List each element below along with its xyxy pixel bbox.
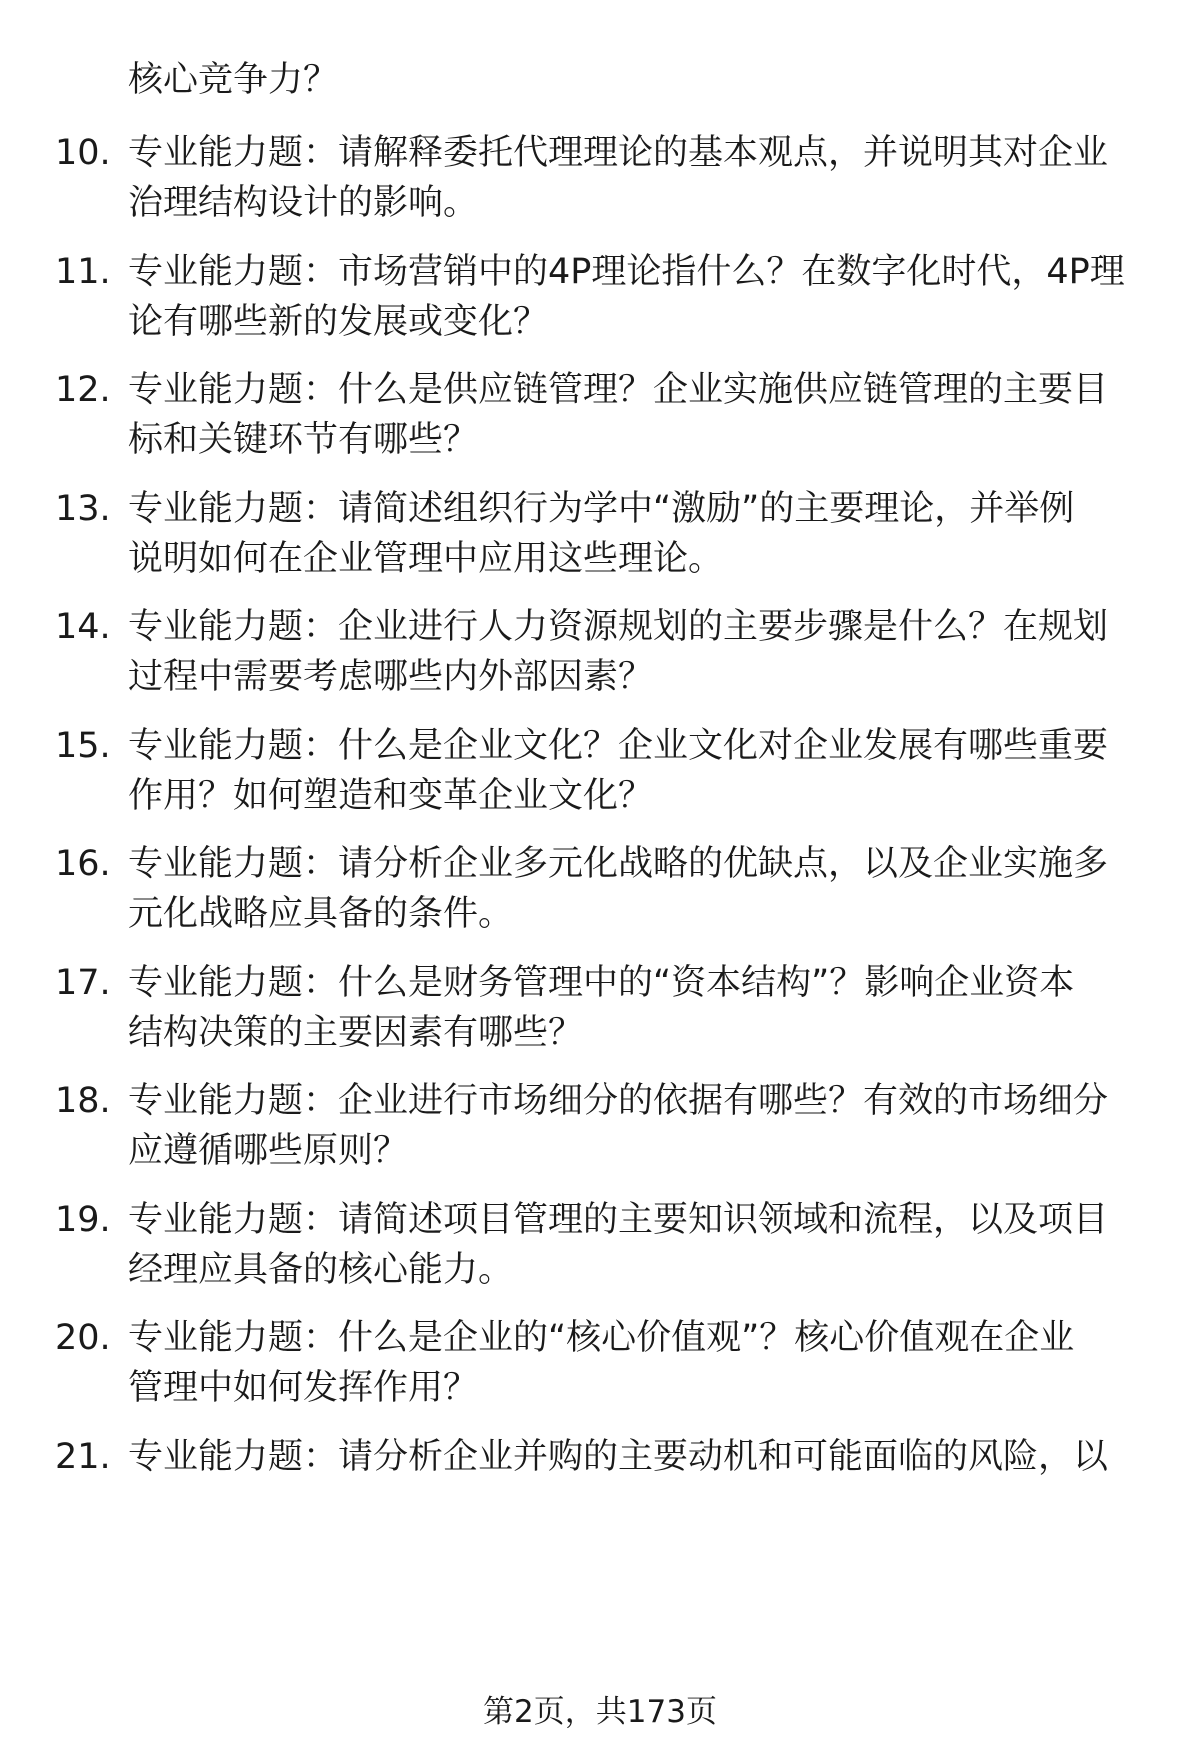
question-text-line: 管理中如何发挥作用？: [128, 1368, 479, 1408]
question-text-line: 专业能力题：什么是供应链管理？企业实施供应链管理的主要目: [128, 370, 1109, 410]
question-number: 17.: [55, 963, 111, 1003]
question-number: 13.: [55, 489, 111, 529]
question-text-line: 应遵循哪些原则？: [128, 1131, 409, 1171]
question-number: 15.: [55, 726, 111, 766]
question-text-line: 专业能力题：请简述项目管理的主要知识领域和流程，以及项目: [128, 1200, 1109, 1240]
question-text-line: 结构决策的主要因素有哪些？: [128, 1013, 584, 1053]
question-text-line: 专业能力题：什么是企业文化？企业文化对企业发展有哪些重要: [128, 726, 1109, 766]
question-number: 18.: [55, 1081, 111, 1121]
question-text-line: 专业能力题：市场营销中的4P理论指什么？在数字化时代，4P理: [128, 252, 1125, 292]
question-number: 10.: [55, 133, 111, 173]
question-number: 12.: [55, 370, 111, 410]
question-text-line: 专业能力题：请分析企业多元化战略的优缺点，以及企业实施多: [128, 844, 1109, 884]
question-text-line: 专业能力题：企业进行市场细分的依据有哪些？有效的市场细分: [128, 1081, 1109, 1121]
question-text-line: 专业能力题：企业进行人力资源规划的主要步骤是什么？在规划: [128, 607, 1109, 647]
question-text-line: 专业能力题：请解释委托代理理论的基本观点，并说明其对企业: [128, 133, 1109, 173]
continuation-line: 核心竞争力？: [128, 60, 339, 100]
question-text-line: 过程中需要考虑哪些内外部因素？: [128, 657, 654, 697]
question-number: 19.: [55, 1200, 111, 1240]
question-text-line: 专业能力题：什么是企业的“核心价值观”？核心价值观在企业: [128, 1318, 1075, 1358]
question-number: 14.: [55, 607, 111, 647]
question-text-line: 论有哪些新的发展或变化？: [128, 302, 549, 342]
question-text-line: 专业能力题：请分析企业并购的主要动机和可能面临的风险，以: [128, 1437, 1109, 1477]
page-footer: 第2页，共173页: [483, 1694, 717, 1730]
question-text-line: 经理应具备的核心能力。: [128, 1250, 514, 1290]
question-text-line: 标和关键环节有哪些？: [128, 420, 479, 460]
question-number: 11.: [55, 252, 111, 292]
question-text-line: 治理结构设计的影响。: [128, 183, 479, 223]
question-text-line: 元化战略应具备的条件。: [128, 894, 514, 934]
question-text-line: 作用？如何塑造和变革企业文化？: [128, 776, 654, 816]
question-number: 20.: [55, 1318, 111, 1358]
question-number: 21.: [55, 1437, 111, 1477]
question-text-line: 专业能力题：什么是财务管理中的“资本结构”？影响企业资本: [128, 963, 1075, 1003]
question-text-line: 专业能力题：请简述组织行为学中“激励”的主要理论，并举例: [128, 489, 1075, 529]
question-text-line: 说明如何在企业管理中应用这些理论。: [128, 539, 724, 579]
question-number: 16.: [55, 844, 111, 884]
